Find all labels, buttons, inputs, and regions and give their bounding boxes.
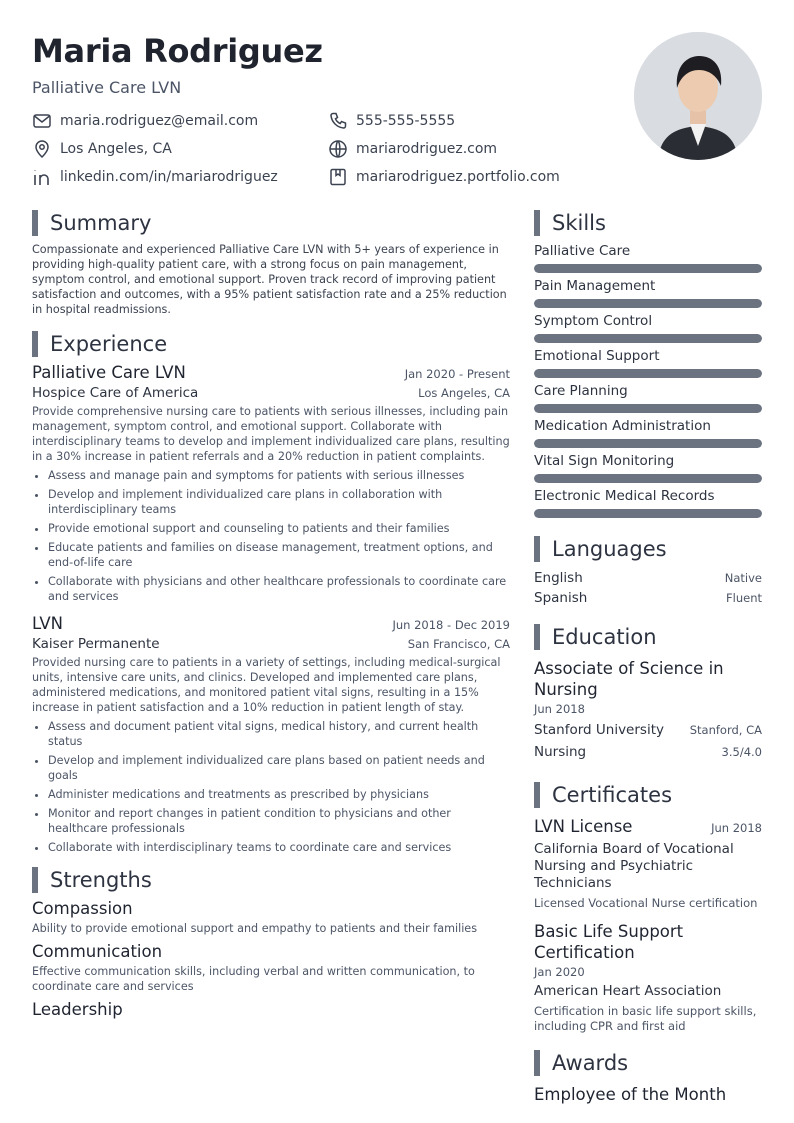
education-date: Jun 2018 <box>534 702 585 716</box>
contact-website-text: mariarodriguez.com <box>356 141 498 157</box>
languages-heading <box>534 536 762 562</box>
certificate-item <box>534 816 762 911</box>
language-item <box>534 570 762 586</box>
job-company: Kaiser Permanente <box>32 636 160 652</box>
skill-bar <box>534 509 762 518</box>
skills-title: Skills <box>552 211 606 235</box>
resume-header <box>32 30 612 187</box>
certificate-issuer: California Board of Vocational Nursing and Psychiatric Technicians <box>534 841 734 891</box>
job-bullet: • Educate patients and families on disease management, treatment options, and end-of-life care <box>48 540 510 570</box>
certificate-issuer: American Heart Association <box>534 983 722 999</box>
job-bullet: • Assess and document patient vital signs, medical history, and current health status <box>48 719 510 749</box>
certificate-description: Certification in basic life support skills, including CPR and first aid <box>534 1004 757 1033</box>
job-entry <box>32 614 510 855</box>
skill-level-fill <box>534 299 762 308</box>
contact-email[interactable] <box>32 111 328 131</box>
skill-bar <box>534 299 762 308</box>
strength-item <box>32 942 510 994</box>
skill-label: Emotional Support <box>534 348 660 364</box>
section-accent-bar <box>32 867 38 893</box>
job-description: Provide comprehensive nursing care to patients with serious illnesses, including pain management, symptom control, and emotional support. Collaborate with interdisciplinary teams to develop and implement individualized care plans, resulting in a 30% increase in patient referrals and a 20% reduction in patient complaints. <box>32 405 510 463</box>
language-item <box>534 590 762 606</box>
phone-icon <box>328 111 348 131</box>
education-heading <box>534 624 762 650</box>
contact-location-text: Los Angeles, CA <box>60 141 172 157</box>
job-company: Hospice Care of America <box>32 385 199 401</box>
job-bullets <box>32 468 510 604</box>
skill-label: Medication Administration <box>534 418 711 434</box>
section-accent-bar <box>534 782 540 808</box>
job-bullet: • Develop and implement individualized care plans based on patient needs and goals <box>48 753 510 783</box>
contact-location <box>32 139 328 159</box>
contact-portfolio[interactable] <box>328 167 588 187</box>
contact-linkedin[interactable] <box>32 167 328 187</box>
section-accent-bar <box>32 331 38 357</box>
job-location: Los Angeles, CA <box>418 386 510 400</box>
section-accent-bar <box>534 624 540 650</box>
job-bullet: • Assess and manage pain and symptoms for patients with serious illnesses <box>48 468 510 483</box>
skill-item <box>534 242 762 273</box>
language-name: Spanish <box>534 590 588 606</box>
skill-bar <box>534 404 762 413</box>
job-location: San Francisco, CA <box>407 637 510 651</box>
section-accent-bar <box>534 210 540 236</box>
certificate-description: Licensed Vocational Nurse certification <box>534 896 758 910</box>
strength-description: Ability to provide emotional support and empathy to patients and their families <box>32 922 478 935</box>
awards-title: Awards <box>552 1051 629 1075</box>
job-entry <box>32 363 510 604</box>
contact-phone-text: 555-555-5555 <box>356 113 456 129</box>
linkedin-icon <box>32 167 52 187</box>
skill-bar <box>534 264 762 273</box>
summary-text: Compassionate and experienced Palliative Care LVN with 5+ years of experience in providing high-quality patient care, with a strong focus on pain management, symptom control, and emotional support. Proven track record of improving patient satisfaction and outcomes, with a 95% patient satisfaction rate and a 25% reduction in hospital readmissions. <box>32 243 507 316</box>
right-column <box>534 210 762 1105</box>
skill-label: Pain Management <box>534 278 656 294</box>
skill-level-fill <box>534 334 762 343</box>
skills-heading <box>534 210 762 236</box>
job-title: Palliative Care LVN <box>32 363 186 382</box>
skill-label: Vital Sign Monitoring <box>534 453 675 469</box>
certificates-heading <box>534 782 762 808</box>
skill-level-fill <box>534 369 762 378</box>
skill-level-fill <box>534 509 762 518</box>
left-column <box>32 210 510 1019</box>
contact-website[interactable] <box>328 139 588 159</box>
awards-heading <box>534 1050 762 1076</box>
job-bullet: • Collaborate with physicians and other healthcare professionals to coordinate care and services <box>48 574 510 604</box>
education-gpa: 3.5/4.0 <box>721 745 762 759</box>
job-bullets <box>32 719 510 855</box>
portfolio-icon <box>328 167 348 187</box>
experience-title: Experience <box>50 332 168 356</box>
contact-portfolio-text: mariarodriguez.portfolio.com <box>356 169 560 185</box>
skill-level-fill <box>534 439 762 448</box>
skill-item <box>534 312 762 343</box>
job-bullet: • Collaborate with interdisciplinary teams to coordinate care and services <box>48 840 510 855</box>
candidate-title: Palliative Care LVN <box>32 78 182 97</box>
strength-item <box>32 899 510 936</box>
skill-label: Symptom Control <box>534 313 653 329</box>
summary-title: Summary <box>50 211 152 235</box>
strength-item <box>32 1000 510 1019</box>
skill-level-fill <box>534 404 762 413</box>
award-title: Employee of the Month <box>534 1085 727 1104</box>
language-level: Fluent <box>726 591 762 605</box>
education-degree: Associate of Science in Nursing <box>534 659 724 699</box>
strengths-title: Strengths <box>50 868 152 892</box>
profile-photo <box>634 32 762 160</box>
section-accent-bar <box>534 536 540 562</box>
skill-level-fill <box>534 264 762 273</box>
job-bullet: • Administer medications and treatments as prescribed by physicians <box>48 787 510 802</box>
skill-label: Electronic Medical Records <box>534 488 715 504</box>
skill-label: Palliative Care <box>534 243 631 259</box>
skill-level-fill <box>534 474 762 483</box>
job-bullet: • Develop and implement individualized care plans in collaboration with interdisciplinary teams <box>48 487 510 517</box>
skill-item <box>534 417 762 448</box>
language-name: English <box>534 570 583 586</box>
strength-title: Communication <box>32 942 163 961</box>
strength-title: Compassion <box>32 899 133 918</box>
section-accent-bar <box>534 1050 540 1076</box>
skill-item <box>534 347 762 378</box>
job-title: LVN <box>32 614 64 633</box>
education-title: Education <box>552 625 657 649</box>
skill-item <box>534 452 762 483</box>
certificates-title: Certificates <box>552 783 673 807</box>
language-level: Native <box>724 571 762 585</box>
job-bullet: • Provide emotional support and counseling to patients and their families <box>48 521 510 536</box>
strength-description: Effective communication skills, including verbal and written communication, to coordinate care and services <box>32 965 475 993</box>
skill-item <box>534 487 762 518</box>
certificate-title: Basic Life Support Certification <box>534 922 684 962</box>
skill-bar <box>534 474 762 483</box>
languages-title: Languages <box>552 537 667 561</box>
job-dates: Jan 2020 - Present <box>404 367 510 381</box>
globe-icon <box>328 139 348 159</box>
education-location: Stanford, CA <box>689 723 762 737</box>
email-icon <box>32 111 52 131</box>
skill-item <box>534 277 762 308</box>
job-bullet: • Monitor and report changes in patient condition to physicians and other healthcare professionals <box>48 806 510 836</box>
contact-list <box>32 111 612 187</box>
certificate-date: Jun 2018 <box>711 821 762 835</box>
certificate-item <box>534 921 762 1034</box>
skills-list <box>534 242 762 518</box>
education-school: Stanford University <box>534 722 664 738</box>
certificate-title: LVN License <box>534 817 633 836</box>
summary-heading <box>32 210 510 236</box>
contact-phone[interactable] <box>328 111 588 131</box>
job-dates: Jun 2018 - Dec 2019 <box>392 618 510 632</box>
education-field: Nursing <box>534 744 587 760</box>
skill-bar <box>534 439 762 448</box>
skill-label: Care Planning <box>534 383 628 399</box>
skill-item <box>534 382 762 413</box>
skill-bar <box>534 369 762 378</box>
contact-linkedin-text: linkedin.com/in/mariarodriguez <box>60 169 278 185</box>
experience-heading <box>32 331 510 357</box>
education-entry <box>534 658 762 760</box>
skill-bar <box>534 334 762 343</box>
contact-email-text: maria.rodriguez@email.com <box>60 113 259 129</box>
location-icon <box>32 139 52 159</box>
strength-title: Leadership <box>32 1000 123 1019</box>
job-description: Provided nursing care to patients in a variety of settings, including medical-surgical units, intensive care units, and clinics. Developed and implemented care plans, administered medications, and monitored patient vital signs, resulting in a 15% increase in patient satisfaction and a 10% reduction in patient length of stay. <box>32 656 501 714</box>
strengths-heading <box>32 867 510 893</box>
avatar <box>634 32 762 160</box>
certificate-date: Jan 2020 <box>534 965 585 979</box>
candidate-name: Maria Rodriguez <box>32 32 323 70</box>
section-accent-bar <box>32 210 38 236</box>
